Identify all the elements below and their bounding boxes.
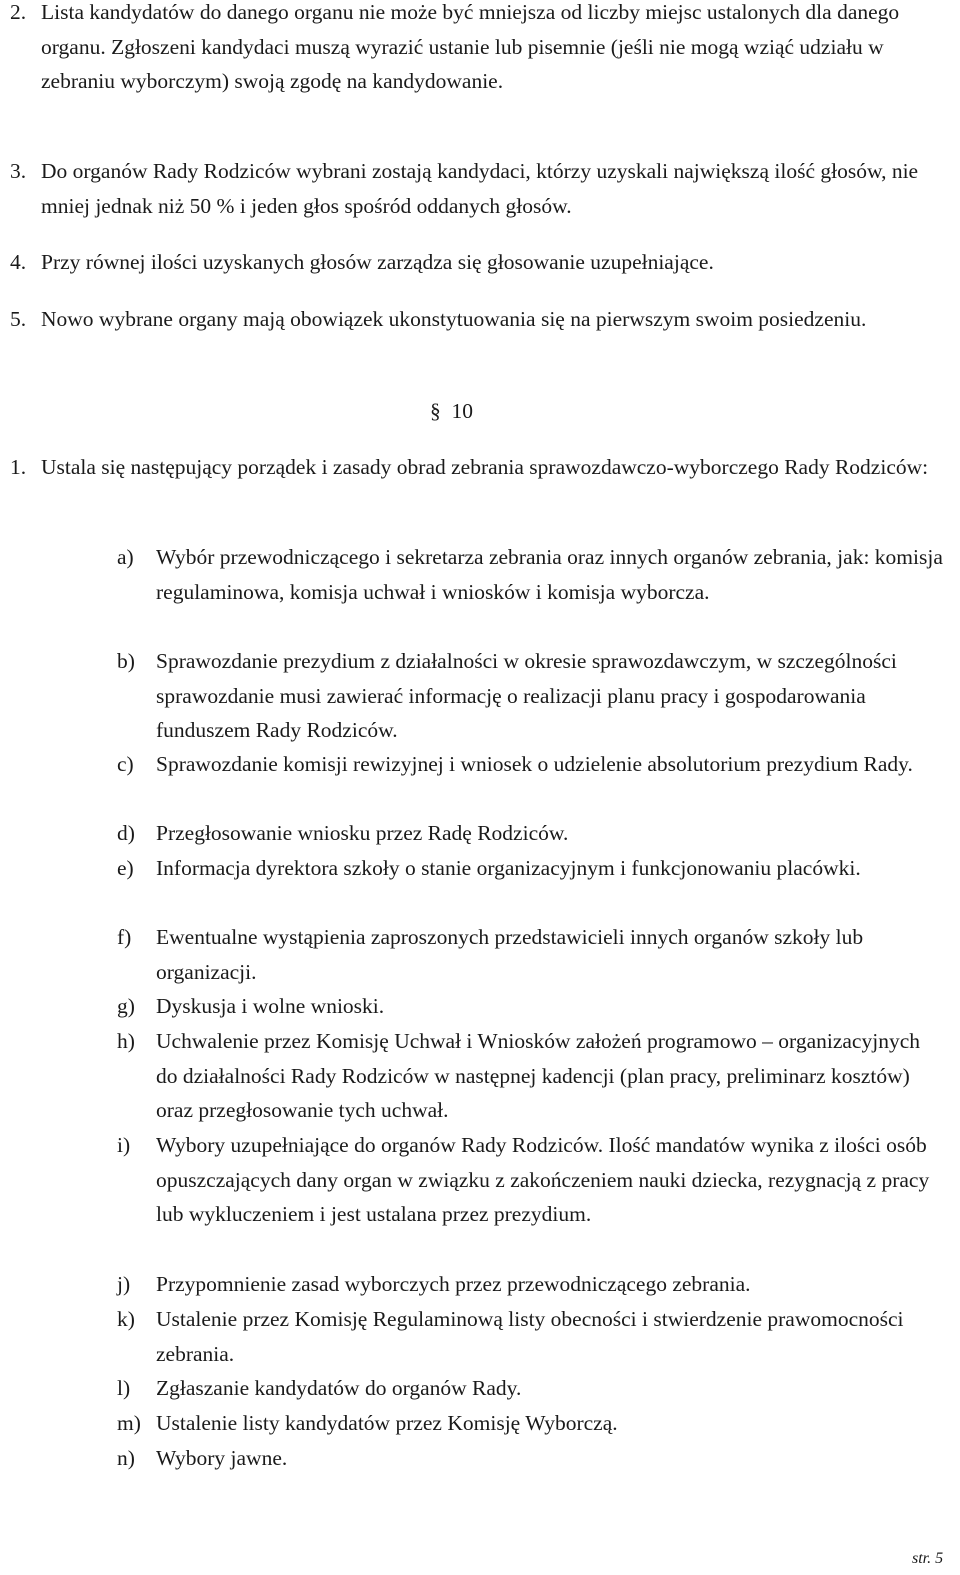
sublist-letter: f) — [117, 925, 132, 949]
item-number: 2. — [10, 0, 27, 24]
section-heading — [430, 394, 473, 429]
sublist-text: Sprawozdanie komisji rewizyjnej i wniosek o udzielenie absolutorium prezydium Rady. — [156, 752, 913, 776]
page-number: str. 5 — [912, 1550, 944, 1567]
sublist-text: Ewentualne wystąpienia zaproszonych przedstawicieli innych organów szkoły lub organizacji. — [156, 925, 864, 984]
sublist-letter: b) — [117, 649, 135, 673]
sublist-letter: e) — [117, 856, 134, 880]
item-number: 3. — [10, 159, 27, 183]
sublist-text: Przegłosowanie wniosku przez Radę Rodziców. — [156, 821, 569, 845]
item-text: Do organów Rady Rodziców wybrani zostają kandydaci, którzy uzyskali największą ilość głosów, nie mniej jednak niż 50 % i jeden głos spośród oddanych głosów. — [41, 159, 919, 218]
item-number: 1. — [10, 455, 27, 479]
item-number: 4. — [10, 250, 27, 274]
section-number: 10 — [451, 399, 473, 423]
section-symbol: § — [430, 399, 441, 423]
sublist-letter: h) — [117, 1029, 135, 1053]
sublist-text: Ustalenie przez Komisję Regulaminową listy obecności i stwierdzenie prawomocności zebrania. — [156, 1307, 904, 1366]
sublist-letter: n) — [117, 1446, 135, 1470]
sublist-text: Wybór przewodniczącego i sekretarza zebrania oraz innych organów zebrania, jak: komisja regulaminowa, komisja uchwał i wniosków i komisja wyborcza. — [156, 545, 943, 604]
sublist-letter: l) — [117, 1376, 131, 1400]
sublist-letter: m) — [117, 1411, 141, 1435]
item-text: Przy równej ilości uzyskanych głosów zarządza się głosowanie uzupełniające. — [41, 250, 714, 274]
sublist-text: Zgłaszanie kandydatów do organów Rady. — [156, 1376, 522, 1400]
sublist-letter: k) — [117, 1307, 135, 1331]
sublist-text: Wybory jawne. — [156, 1446, 288, 1470]
sublist-text: Przypomnienie zasad wyborczych przez przewodniczącego zebrania. — [156, 1272, 751, 1296]
sublist-text: Ustalenie listy kandydatów przez Komisję Wyborczą. — [156, 1411, 618, 1435]
sublist-letter: a) — [117, 545, 134, 569]
sublist-text: Informacja dyrektora szkoły o stanie organizacyjnym i funkcjonowaniu placówki. — [156, 856, 861, 880]
item-text: Nowo wybrane organy mają obowiązek ukonstytuowania się na pierwszym swoim posiedzeniu. — [41, 307, 867, 331]
sublist-text: Sprawozdanie prezydium z działalności w okresie sprawozdawczym, w szczególności sprawozdanie musi zawierać informację o realizacji planu pracy i gospodarowania funduszem Rady Rodziców. — [156, 649, 897, 742]
sublist-letter: c) — [117, 752, 134, 776]
item-text: Lista kandydatów do danego organu nie może być mniejsza od liczby miejsc ustalonych dla danego organu. Zgłoszeni kandydaci muszą wyrazić ustanie lub pisemnie (jeśli nie mogą wziąć udziału w zebraniu wyborczym) swoją zgodę na kandydowanie. — [41, 0, 900, 93]
sublist-letter: i) — [117, 1133, 131, 1157]
sublist-letter: j) — [117, 1272, 131, 1296]
item-text: Ustala się następujący porządek i zasady obrad zebrania sprawozdawczo-wyborczego Rady Rodziców: — [41, 455, 929, 479]
sublist-text: Wybory uzupełniające do organów Rady Rodziców. Ilość mandatów wynika z ilości osób opuszczających dany organ w związku z zakończeniem nauki dziecka, rezygnacją z pracy lub wykluczeniem i jest ustalana przez prezydium. — [156, 1133, 930, 1226]
sublist-text: Dyskusja i wolne wnioski. — [156, 994, 385, 1018]
sublist-text: Uchwalenie przez Komisję Uchwał i Wniosków założeń programowo – organizacyjnych do działalności Rady Rodziców w następnej kadencji (plan pracy, preliminarz kosztów) oraz przegłosowanie tych uchwał. — [156, 1029, 920, 1122]
item-number: 5. — [10, 307, 27, 331]
sublist-letter: g) — [117, 994, 135, 1018]
sublist-letter: d) — [117, 821, 135, 845]
